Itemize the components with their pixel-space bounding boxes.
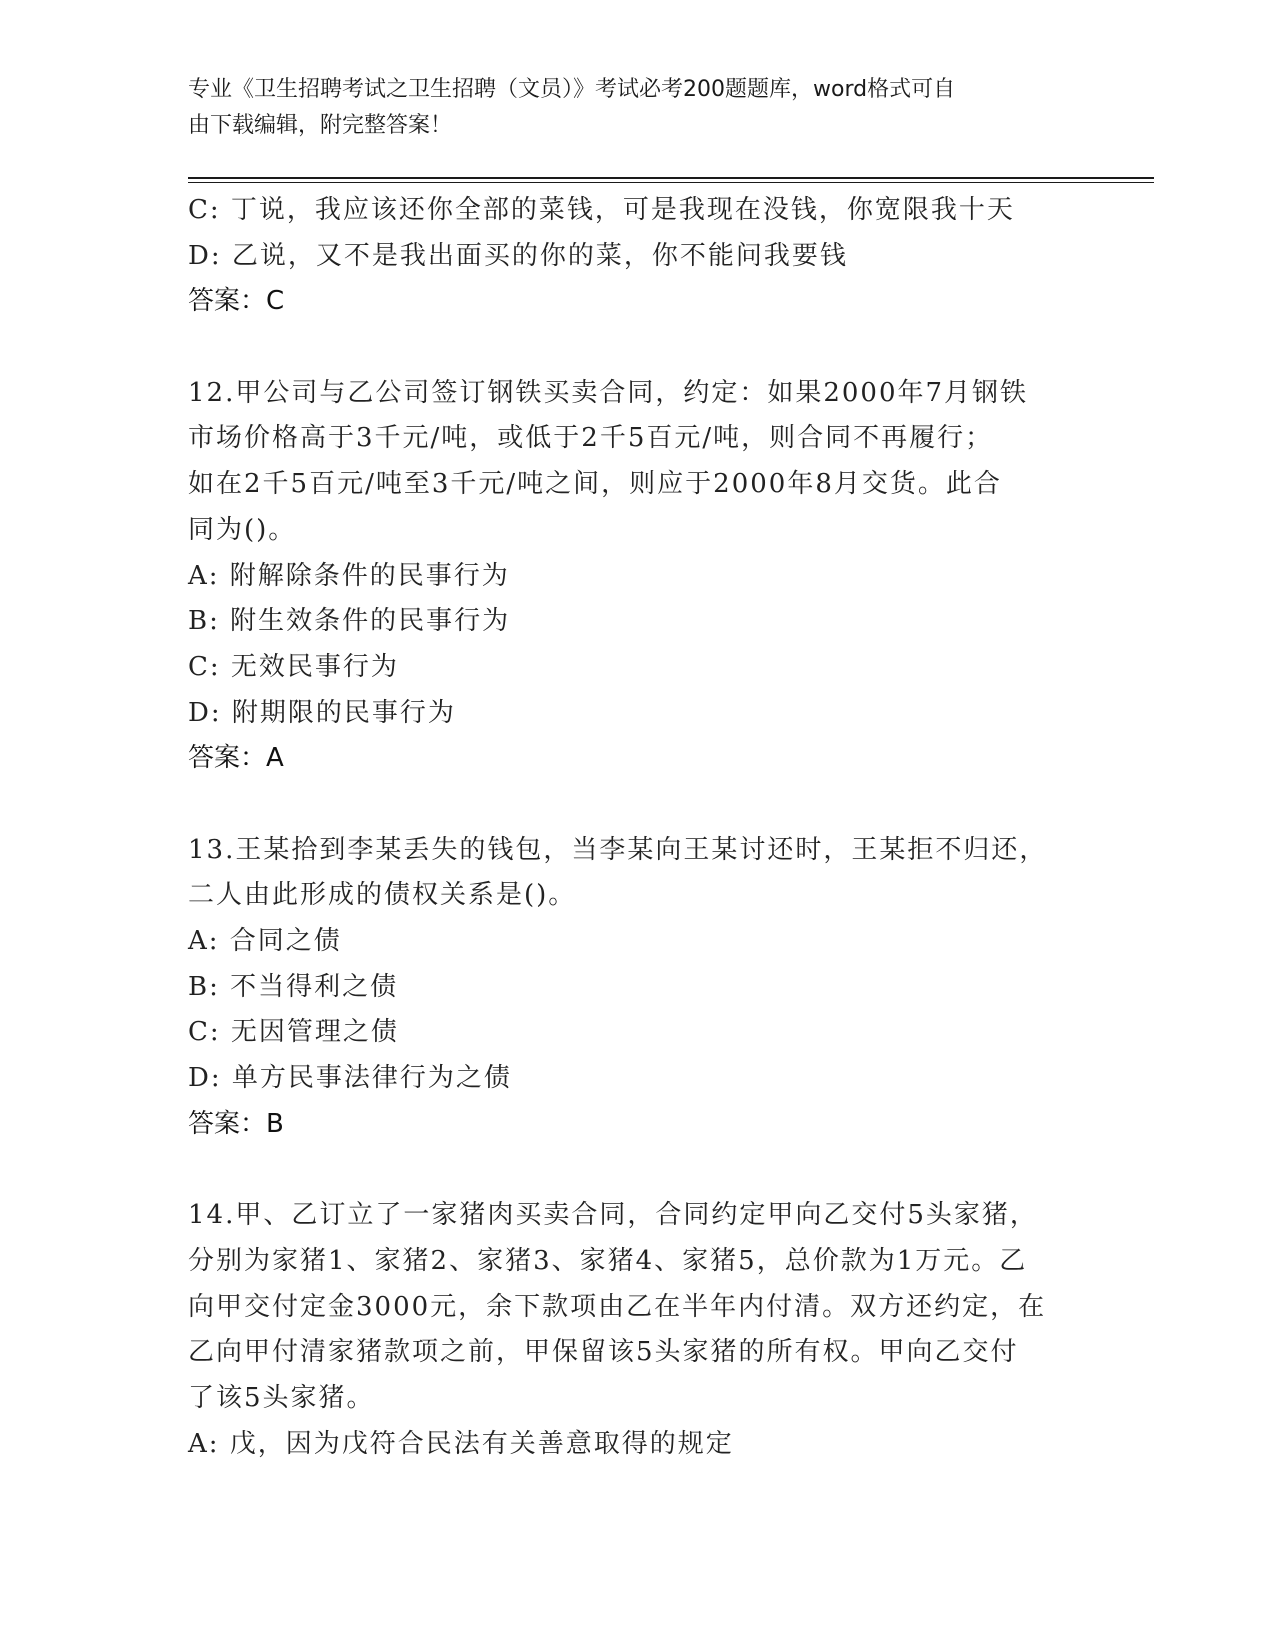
option-c: C: 丁说，我应该还你全部的菜钱，可是我现在没钱，你宽限我十天 — [188, 195, 1015, 225]
question-list — [188, 188, 1088, 1467]
option-b: B: 附生效条件的民事行为 — [188, 606, 511, 637]
option-d: D: 附期限的民事行为 — [188, 697, 456, 728]
question-11-tail — [188, 188, 1088, 325]
document-header — [188, 72, 1088, 144]
question-12 — [188, 371, 1088, 782]
spacer — [188, 325, 1088, 371]
spacer — [188, 782, 1088, 828]
question-stem-line: 12.甲公司与乙公司签订钢铁买卖合同，约定：如果2000年7月钢铁 — [188, 377, 1029, 408]
answer-line: 答案：A — [188, 743, 284, 774]
question-stem-line: 向甲交付定金3000元，余下款项由乙在半年内付清。双方还约定，在 — [188, 1291, 1047, 1322]
option-b: B: 不当得利之债 — [188, 971, 399, 1002]
question-stem-line: 二人由此形成的债权关系是()。 — [188, 880, 577, 911]
question-13 — [188, 828, 1088, 1148]
question-14 — [188, 1193, 1088, 1467]
option-d: D: 乙说，又不是我出面买的你的菜，你不能问我要钱 — [188, 240, 848, 271]
question-stem-line: 同为()。 — [188, 514, 297, 545]
option-a: A: 戊，因为戊符合民法有关善意取得的规定 — [188, 1428, 734, 1459]
question-stem-line: 14.甲、乙订立了一家猪肉买卖合同，合同约定甲向乙交付5头家猪， — [188, 1200, 1038, 1231]
header-line-1: 专业《卫生招聘考试之卫生招聘（文员）》考试必考200题题库，word格式可自 — [188, 77, 956, 102]
question-stem-line: 13.王某拾到李某丢失的钱包，当李某向王某讨还时，王某拒不归还， — [188, 834, 1048, 865]
question-stem-line: 分别为家猪1、家猪2、家猪3、家猪4、家猪5，总价款为1万元。乙 — [188, 1245, 1028, 1276]
option-c: C: 无效民事行为 — [188, 651, 399, 682]
question-stem-line: 市场价格高于3千元/吨，或低于2千5百元/吨，则合同不再履行； — [188, 423, 994, 454]
answer-line: 答案：B — [188, 1108, 284, 1139]
question-stem-line: 如在2千5百元/吨至3千元/吨之间，则应于2000年8月交货。此合 — [188, 469, 1002, 500]
option-d: D: 单方民事法律行为之债 — [188, 1063, 512, 1094]
header-divider-thick — [188, 177, 1154, 179]
option-a: A: 附解除条件的民事行为 — [188, 560, 510, 591]
header-line-2: 由下载编辑，附完整答案！ — [188, 113, 453, 138]
answer-line: 答案：C — [188, 286, 285, 317]
option-a: A: 合同之债 — [188, 926, 342, 956]
question-stem-line: 了该5头家猪。 — [188, 1382, 375, 1413]
question-stem-line: 乙向甲付清家猪款项之前，甲保留该5头家猪的所有权。甲向乙交付 — [188, 1337, 1019, 1368]
spacer — [188, 1147, 1088, 1193]
header-divider-thin — [188, 182, 1154, 183]
option-c: C: 无因管理之债 — [188, 1017, 399, 1048]
